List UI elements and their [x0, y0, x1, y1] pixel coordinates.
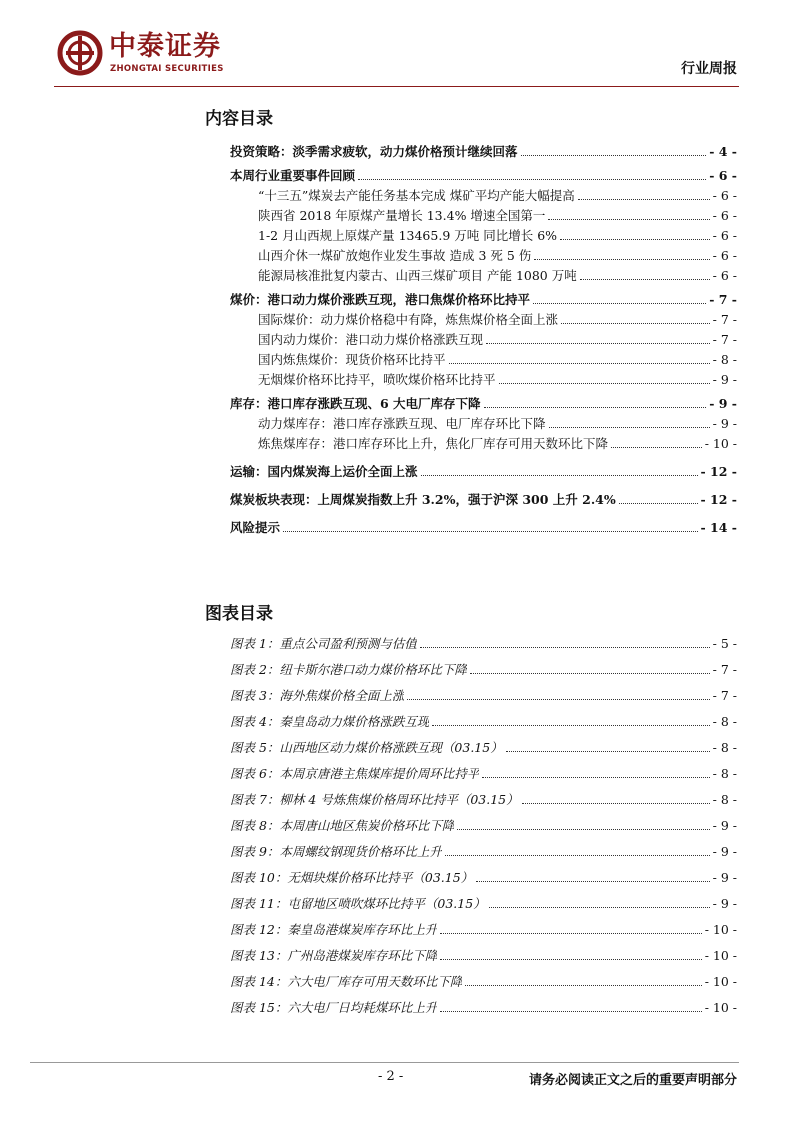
entry-title: “十三五”煤炭去产能任务基本完成 煤矿平均产能大幅提高: [258, 188, 575, 203]
entry-title: 国内炼焦煤价：现货价格环比持平: [258, 352, 446, 367]
footer-disclaimer: 请务必阅读正文之后的重要声明部分: [528, 1073, 737, 1088]
entry-title: 能源局核准批复内蒙古、山西三煤矿项目 产能 1080 万吨: [258, 268, 577, 283]
dot-leader: [476, 881, 709, 882]
dot-leader: [358, 179, 706, 180]
entry-page: - 9 -: [712, 416, 737, 431]
report-type: 行业周报: [681, 61, 737, 77]
dot-leader: [561, 323, 710, 324]
toc-entry[interactable]: [230, 392, 737, 412]
figure-entry[interactable]: [230, 658, 737, 678]
dot-leader: [440, 1011, 701, 1012]
entry-page: - 12 -: [700, 492, 737, 507]
entry-page: - 7 -: [712, 312, 737, 327]
toc-entry[interactable]: [258, 368, 737, 388]
toc-entry[interactable]: [258, 348, 737, 368]
entry-page: - 8 -: [712, 352, 737, 367]
figures-title: 图表目录: [205, 604, 273, 624]
entry-page: - 6 -: [709, 168, 737, 183]
dot-leader: [445, 855, 710, 856]
dot-leader: [489, 907, 710, 908]
toc-entry[interactable]: [258, 328, 737, 348]
dot-leader: [611, 447, 702, 448]
dot-leader: [421, 475, 698, 476]
entry-page: - 9 -: [712, 818, 737, 833]
entry-page: - 7 -: [712, 688, 737, 703]
entry-title: 图表 4：秦皇岛动力煤价格涨跌互现: [230, 714, 430, 729]
entry-title: 图表 1：重点公司盈利预测与估值: [230, 636, 417, 651]
entry-page: - 6 -: [712, 208, 737, 223]
entry-title: 投资策略：淡季需求疲软，动力煤价格预计继续回落: [230, 144, 518, 159]
toc-entry[interactable]: [258, 412, 737, 432]
entry-page: - 6 -: [712, 188, 737, 203]
figure-entry[interactable]: [230, 736, 737, 756]
figure-entry[interactable]: [230, 840, 737, 860]
company-logo: [57, 30, 237, 82]
toc-entry[interactable]: [230, 140, 737, 160]
dot-leader: [432, 725, 709, 726]
dot-leader: [578, 199, 710, 200]
dot-leader: [619, 503, 698, 504]
entry-title: 煤炭板块表现：上周煤炭指数上升 3.2%，强于沪深 300 上升 2.4%: [230, 492, 616, 507]
entry-title: 图表 13：广州岛港煤炭库存环比下降: [230, 948, 438, 963]
dot-leader: [549, 427, 710, 428]
entry-page: - 10 -: [704, 974, 737, 989]
footer-divider: [30, 1062, 739, 1063]
figure-entry[interactable]: [230, 866, 737, 886]
figure-entry[interactable]: [230, 814, 737, 834]
entry-title: 图表 9：本周螺纹钢现货价格环比上升: [230, 844, 442, 859]
entry-page: - 7 -: [712, 332, 737, 347]
entry-title: 陕西省 2018 年原煤产量增长 13.4% 增速全国第一: [258, 208, 546, 223]
entry-title: 国内动力煤价：港口动力煤价格涨跌互现: [258, 332, 484, 347]
dot-leader: [506, 751, 710, 752]
dot-leader: [457, 829, 709, 830]
dot-leader: [534, 259, 709, 260]
toc-entry[interactable]: [258, 264, 737, 284]
entry-page: - 9 -: [712, 844, 737, 859]
entry-page: - 12 -: [700, 464, 737, 479]
entry-page: - 6 -: [712, 228, 737, 243]
toc-entry[interactable]: [258, 308, 737, 328]
toc-entry[interactable]: [230, 488, 737, 508]
dot-leader: [440, 959, 701, 960]
dot-leader: [283, 531, 698, 532]
dot-leader: [470, 673, 710, 674]
figure-entry[interactable]: [230, 918, 737, 938]
figure-entry[interactable]: [230, 996, 737, 1016]
entry-page: - 9 -: [712, 896, 737, 911]
entry-title: 动力煤库存：港口库存涨跌互现、电厂库存环比下降: [258, 416, 546, 431]
entry-page: - 10 -: [704, 436, 737, 451]
zhongtai-logo-icon: [57, 30, 103, 76]
entry-title: 图表 10：无烟块煤价格环比持平（03.15）: [230, 870, 474, 885]
dot-leader: [486, 343, 710, 344]
entry-title: 本周行业重要事件回顾: [230, 168, 356, 183]
entry-page: - 6 -: [712, 248, 737, 263]
dot-leader: [465, 985, 701, 986]
toc-entry[interactable]: [230, 460, 737, 480]
entry-page: - 9 -: [712, 372, 737, 387]
entry-title: 图表 11：屯留地区喷吹煤环比持平（03.15）: [230, 896, 486, 911]
company-name-en: ZHONGTAI SECURITIES: [110, 64, 224, 74]
dot-leader: [522, 803, 710, 804]
figure-entry[interactable]: [230, 632, 737, 652]
dot-leader: [560, 239, 710, 240]
entry-title: 风险提示: [230, 520, 281, 535]
entry-title: 图表 6：本周京唐港主焦煤库提价周环比持平: [230, 766, 480, 781]
figure-entry[interactable]: [230, 710, 737, 730]
dot-leader: [499, 383, 710, 384]
entry-page: - 10 -: [704, 1000, 737, 1015]
entry-title: 图表 8：本周唐山地区焦炭价格环比下降: [230, 818, 455, 833]
entry-page: - 10 -: [704, 922, 737, 937]
entry-page: - 9 -: [709, 396, 737, 411]
figure-entry[interactable]: [230, 944, 737, 964]
entry-title: 图表 14：六大电厂库存可用天数环比下降: [230, 974, 463, 989]
figure-entry[interactable]: [230, 762, 737, 782]
dot-leader: [420, 647, 710, 648]
dot-leader: [449, 363, 710, 364]
entry-title: 图表 7：柳林 4 号炼焦煤价格周环比持平（03.15）: [230, 792, 519, 807]
entry-title: 国际煤价：动力煤价格稳中有降，炼焦煤价格全面上涨: [258, 312, 559, 327]
entry-page: - 6 -: [712, 268, 737, 283]
entry-title: 煤价：港口动力煤价涨跌互现，港口焦煤价格环比持平: [230, 292, 531, 307]
toc-entry[interactable]: [258, 204, 737, 224]
entry-title: 无烟煤价格环比持平，喷吹煤价格环比持平: [258, 372, 496, 387]
figure-entry[interactable]: [230, 684, 737, 704]
figure-entry[interactable]: [230, 970, 737, 990]
entry-title: 图表 5：山西地区动力煤价格涨跌互现（03.15）: [230, 740, 503, 755]
toc-entry[interactable]: [258, 184, 737, 204]
entry-title: 运输：国内煤炭海上运价全面上涨: [230, 464, 418, 479]
toc-entry[interactable]: [258, 224, 737, 244]
figure-entry[interactable]: [230, 892, 737, 912]
page-number: - 2 -: [378, 1069, 404, 1084]
entry-title: 1-2 月山西规上原煤产量 13465.9 万吨 同比增长 6%: [258, 228, 558, 243]
entry-page: - 8 -: [712, 792, 737, 807]
toc-entry[interactable]: [230, 164, 737, 184]
entry-page: - 4 -: [709, 144, 737, 159]
contents-title: 内容目录: [205, 109, 273, 129]
entry-title: 图表 15：六大电厂日均耗煤环比上升: [230, 1000, 438, 1015]
dot-leader: [580, 279, 710, 280]
dot-leader: [484, 407, 707, 408]
header-divider: [54, 86, 739, 87]
toc-entry[interactable]: [230, 516, 737, 536]
entry-page: - 5 -: [712, 636, 737, 651]
figure-entry[interactable]: [230, 788, 737, 808]
entry-page: - 7 -: [712, 662, 737, 677]
entry-page: - 8 -: [712, 766, 737, 781]
dot-leader: [533, 303, 706, 304]
entry-page: - 8 -: [712, 714, 737, 729]
entry-title: 图表 3：海外焦煤价格全面上涨: [230, 688, 405, 703]
entry-page: - 7 -: [709, 292, 737, 307]
entry-page: - 10 -: [704, 948, 737, 963]
toc-entry[interactable]: [258, 432, 737, 452]
entry-title: 图表 12：秦皇岛港煤炭库存环比上升: [230, 922, 438, 937]
dot-leader: [548, 219, 709, 220]
toc-entry[interactable]: [258, 244, 737, 264]
entry-title: 山西介休一煤矿放炮作业发生事故 造成 3 死 5 伤: [258, 248, 532, 263]
company-name-cn: 中泰证券: [109, 31, 221, 62]
dot-leader: [407, 699, 709, 700]
dot-leader: [521, 155, 707, 156]
entry-page: - 14 -: [700, 520, 737, 535]
toc-entry[interactable]: [230, 288, 737, 308]
entry-page: - 8 -: [712, 740, 737, 755]
entry-page: - 9 -: [712, 870, 737, 885]
dot-leader: [482, 777, 709, 778]
entry-title: 炼焦煤库存：港口库存环比上升，焦化厂库存可用天数环比下降: [258, 436, 609, 451]
entry-title: 图表 2：纽卡斯尔港口动力煤价格环比下降: [230, 662, 467, 677]
dot-leader: [440, 933, 701, 934]
entry-title: 库存：港口库存涨跌互现、6 大电厂库存下降: [230, 396, 481, 411]
